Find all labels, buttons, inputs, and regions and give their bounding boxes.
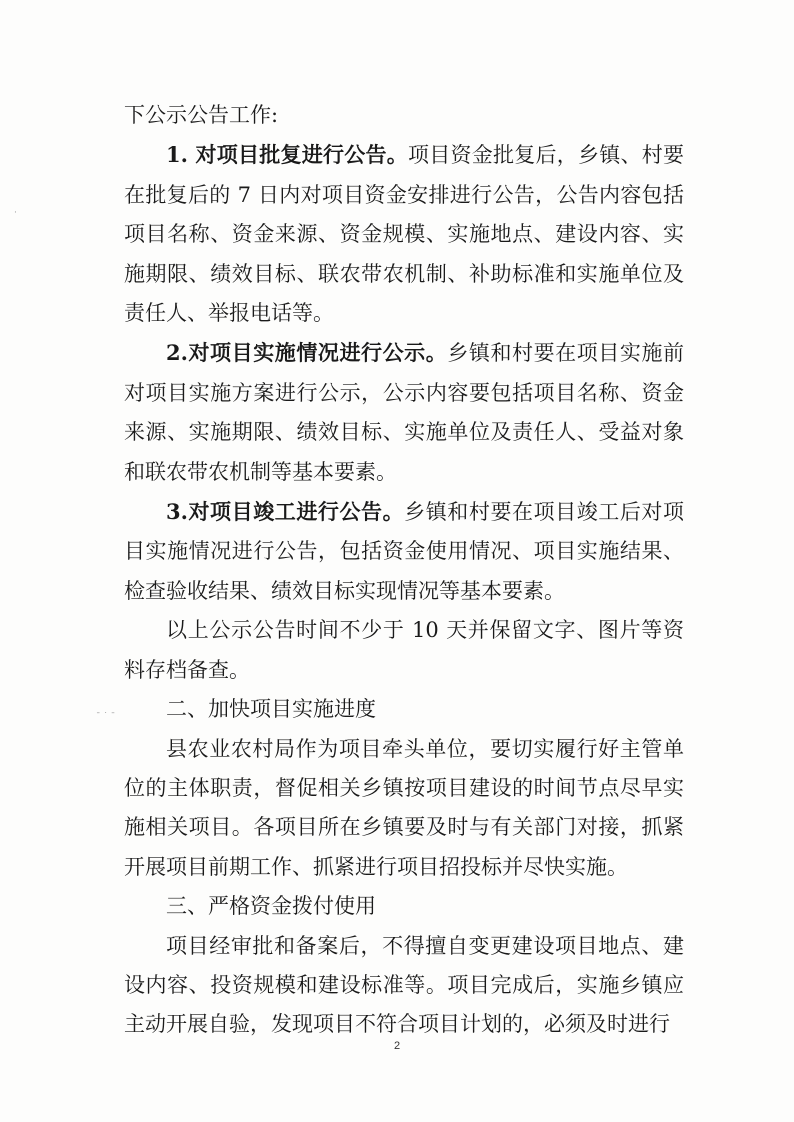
item-3-lead: 3.对项目竣工进行公告。 <box>166 499 405 525</box>
paragraph-item-3 <box>124 492 684 611</box>
item-1-text: 项目资金批复后，乡镇、村要在批复后的 7 日内对项目资金安排进行公告，公告内容包括项目名称、资金来源、资金规模、实施地点、建设内容、实施期限、绩效目标、联农带农机制、补助标准和实施单位及责任人、举报电话等。 <box>124 143 685 326</box>
paragraph-duration: 以上公示公告时间不少于 10 天并保留文字、图片等资料存档备查。 <box>124 618 684 682</box>
paragraph-item-1 <box>124 135 684 333</box>
item-1-lead: 1. 对项目批复进行公告。 <box>166 142 408 168</box>
page-number: 2 <box>393 1040 401 1052</box>
paragraph-intro: 下公示公告工作: <box>124 103 279 127</box>
scan-speck: · <box>14 208 17 218</box>
paragraph-section-3: 项目经审批和备案后，不得擅自变更建设项目地点、建设内容、投资规模和建设标准等。项目完成后，实施乡镇应主动开展自验，发现项目不符合项目计划的，必须及时进行 <box>124 933 684 1037</box>
scan-speck: ˉ ˙ ˉ <box>96 712 116 722</box>
paragraph-item-2 <box>124 333 684 492</box>
section-heading-3: 三、严格资金拨付使用 <box>166 894 376 919</box>
body-text <box>124 96 684 1045</box>
paragraph-section-2: 县农业农村局作为项目牵头单位，要切实履行好主管单位的主体职责，督促相关乡镇按项目建设的时间节点尽早实施相关项目。各项目所在乡镇要及时与有关部门对接，抓紧开展项目前期工作、抓紧进行项目招投标并尽快实施。 <box>124 736 684 879</box>
item-2-lead: 2.对项目实施情况进行公示。 <box>166 340 448 366</box>
item-3-text: 乡镇和村要在项目竣工后对项目实施情况进行公告，包括资金使用情况、项目实施结果、检查验收结果、绩效目标实现情况等基本要素。 <box>124 500 684 603</box>
section-heading-2: 二、加快项目实施进度 <box>166 697 376 722</box>
item-2-text: 乡镇和村要在项目实施前对项目实施方案进行公示，公示内容要包括项目名称、资金来源、实施期限、绩效目标、实施单位及责任人、受益对象和联农带农机制等基本要素。 <box>124 341 685 484</box>
